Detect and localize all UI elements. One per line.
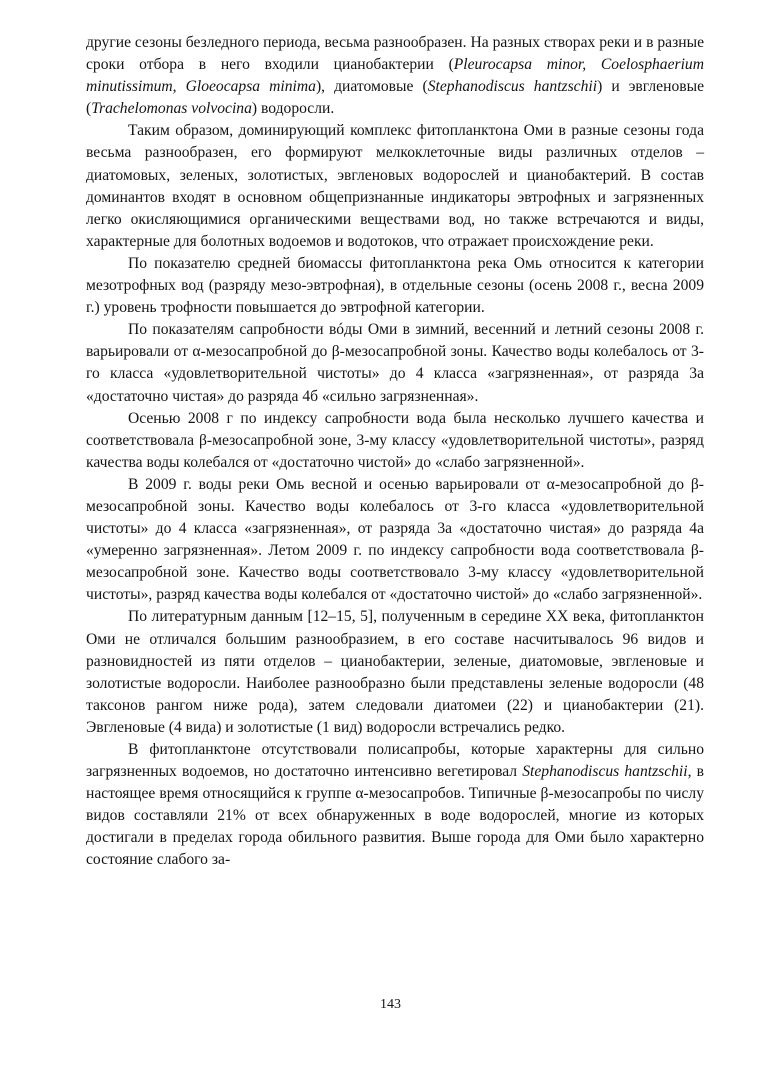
species-diatom: Stephanodiscus hantzschii: [427, 78, 598, 96]
paragraph-4-text: По показателям сапробности вóды Оми в зимний, весенний и летний сезоны 2008 г. варьировали от α-мезосапробной до β-мезосапробной зоны. Качество воды колебалось от 3-го класса «удовлетворительной чистоты» до 4 класса «загрязненная», от разряда 3а «достаточно чистая» до разряда 4б «сильно загрязненная».: [86, 321, 704, 405]
species-diatom-2: Stephanodiscus hantzschii: [522, 763, 688, 781]
paragraph-3-text: По показателю средней биомассы фитопланктона река Омь относится к категории мезотрофных вод (разряду мезо-эвтрофная), в отдельные сезоны (осень 2008 г., весна 2009 г.) уровень трофности повышается до эвтрофной категории.: [86, 254, 704, 317]
paragraph-1: [86, 32, 704, 120]
paragraph-4: [86, 319, 704, 407]
species-list-cyanobacteria: Pleurocapsa minor, Coelosphaerium minutissimum, Gloeocapsa minima: [86, 56, 704, 96]
paragraph-1-text-1: другие сезоны безледного периода, весьма разнообразен. На разных створах реки и в разные сроки отбора в него входили цианобактерии (: [86, 34, 704, 74]
paragraph-8-text-2: , в настоящее время относящийся к группе α-мезосапробов. Типичные β-мезосапробы по числу видов составляли 21% от всех обнаруженных в воде водорослей, многие из которых достигали в пределах города обильного развития. Выше города для Оми было характерно состояние слабого за-: [86, 763, 704, 869]
paragraph-8-text-1: В фитопланктоне отсутствовали полисапробы, которые характерны для сильно загрязненных водоемов, но достаточно интенсивно вегетировал: [86, 741, 704, 781]
paragraph-5: [86, 408, 704, 474]
paragraph-6-text: В 2009 г. воды реки Омь весной и осенью варьировали от α-мезосапробной до β-мезосапробной зоны. Качество воды колебалось от 3-го класса «удовлетворительной чистоты» до 4 класса «загрязненная», от разряда 3а «достаточно чистая» до разряда 4а «умеренно загрязненная». Летом 2009 г. по индексу сапробности вода соответствовала β-мезосапробной зоне. Качество воды соответствовало 3-му классу «удовлетворительной чистоты», разряд качества воды колебался от «достаточно чистой» до «слабо загрязненной».: [86, 475, 704, 604]
paragraph-2: [86, 120, 704, 253]
page-body: [86, 32, 704, 872]
paragraph-7: [86, 606, 704, 739]
species-euglenoid: Trachelomonas volvocina: [91, 100, 252, 118]
paragraph-6: [86, 474, 704, 607]
paragraph-3: [86, 253, 704, 319]
paragraph-8: [86, 739, 704, 872]
paragraph-1-text-2: ), диатомовые (: [315, 78, 428, 96]
paragraph-2-text: Таким образом, доминирующий комплекс фитопланктона Оми в разные сезоны года весьма разнообразен, его формируют мелкоклеточные виды различных отделов – диатомовых, зеленых, золотистых, эвгленовых водорослей и цианобактерий. В состав доминантов входят в основном общепризнанные индикаторы эвтрофных и загрязненных легко окисляющимися органическими веществами вод, но также встречаются и виды, характерные для болотных водоемов и водотоков, что отражает происхождение реки.: [86, 122, 704, 250]
paragraph-5-text: Осенью 2008 г по индексу сапробности вода была несколько лучшего качества и соответствовала β-мезосапробной зоне, 3-му классу «удовлетворительной чистоты», разряд качества воды колебался от «достаточно чистой» до «слабо загрязненной».: [86, 409, 704, 471]
page-number: 143: [380, 997, 401, 1012]
paragraph-1-text-4: ) водоросли.: [251, 100, 335, 118]
paragraph-1-text-3: ) и эвгленовые (: [86, 78, 705, 118]
paragraph-7-text: По литературным данным [12–15, 5], полученным в середине XX века, фитопланктон Оми не отличался большим разнообразием, в его составе насчитывалось 96 видов и разновидностей из пяти отделов – цианобактерии, зеленые, диатомовые, эвгленовые и золотистые водоросли. Наиболее разнообразно были представлены зеленые водоросли (48 таксонов рангом ниже рода), затем следовали диатомеи (22) и цианобактерии (21). Эвгленовые (4 вида) и золотистые (1 вид) водоросли встречались редко.: [86, 608, 704, 736]
